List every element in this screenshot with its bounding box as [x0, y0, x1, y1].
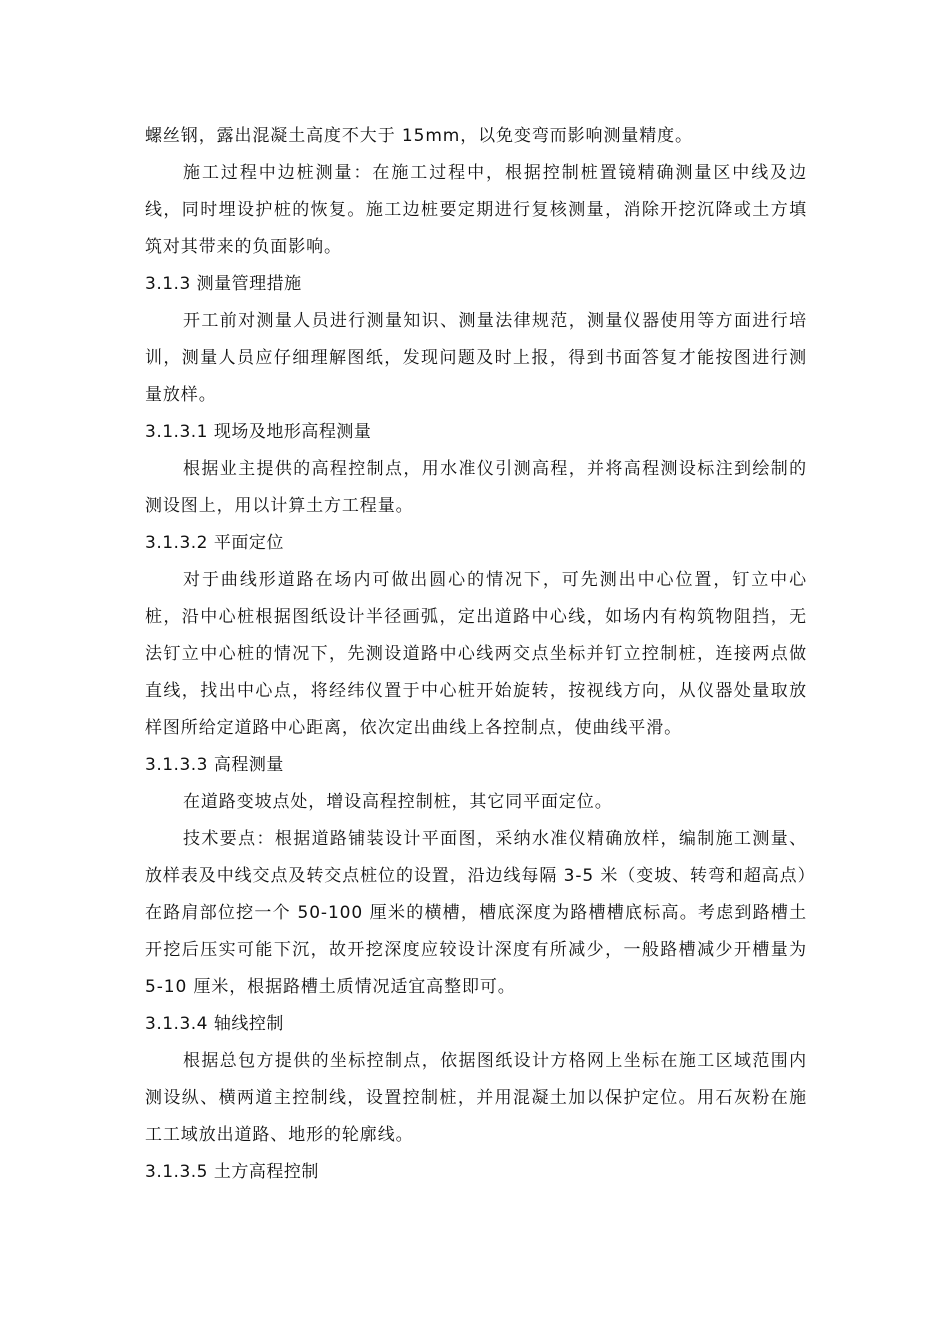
document-body	[145, 118, 807, 1191]
section-heading: 3.1.3.2 平面定位	[145, 533, 284, 553]
section-heading: 3.1.3.3 高程测量	[145, 755, 284, 775]
paragraph: 对于曲线形道路在场内可做出圆心的情况下，可先测出中心位置，钉立中心桩，沿中心桩根据图纸设计半径画弧，定出道路中心线，如场内有构筑物阻挡，无法钉立中心桩的情况下，先测设道路中心线两交点坐标并钉立控制桩，连接两点做直线，找出中心点，将经纬仪置于中心桩开始旋转，按视线方向，从仪器处量取放样图所给定道路中心距离，依次定出曲线上各控制点，使曲线平滑。	[145, 570, 807, 738]
section-heading: 3.1.3 测量管理措施	[145, 274, 302, 294]
paragraph: 技术要点：根据道路铺装设计平面图，采纳水准仪精确放样，编制施工测量、放样表及中线交点及转交点桩位的设置，沿边线每隔 3-5 米（变坡、转弯和超高点）在路肩部位挖一个 50-100 厘米的横槽，槽底深度为路槽槽底标高。考虑到路槽土开挖后压实可能下沉，故开挖深度应较设计深度有所减少，一般路槽减少开槽量为 5-10 厘米，根据路槽土质情况适宜高整即可。	[145, 829, 807, 997]
paragraph: 螺丝钢，露出混凝土高度不大于 15mm，以免变弯而影响测量精度。	[145, 126, 693, 146]
paragraph: 开工前对测量人员进行测量知识、测量法律规范，测量仪器使用等方面进行培训，测量人员应仔细理解图纸，发现问题及时上报，得到书面答复才能按图进行测量放样。	[145, 311, 807, 405]
section-heading: 3.1.3.4 轴线控制	[145, 1014, 284, 1034]
paragraph: 根据业主提供的高程控制点，用水准仪引测高程，并将高程测设标注到绘制的测设图上，用以计算土方工程量。	[145, 459, 807, 516]
paragraph: 在道路变坡点处，增设高程控制桩，其它同平面定位。	[183, 792, 613, 812]
section-heading: 3.1.3.5 土方高程控制	[145, 1162, 319, 1182]
paragraph: 施工过程中边桩测量：在施工过程中，根据控制桩置镜精确测量区中线及边线，同时埋设护桩的恢复。施工边桩要定期进行复核测量，消除开挖沉降或土方填筑对其带来的负面影响。	[145, 163, 807, 257]
paragraph: 根据总包方提供的坐标控制点，依据图纸设计方格网上坐标在施工区域范围内测设纵、横两道主控制线，设置控制桩，并用混凝土加以保护定位。用石灰粉在施工工域放出道路、地形的轮廓线。	[145, 1051, 807, 1145]
section-heading: 3.1.3.1 现场及地形高程测量	[145, 422, 372, 442]
